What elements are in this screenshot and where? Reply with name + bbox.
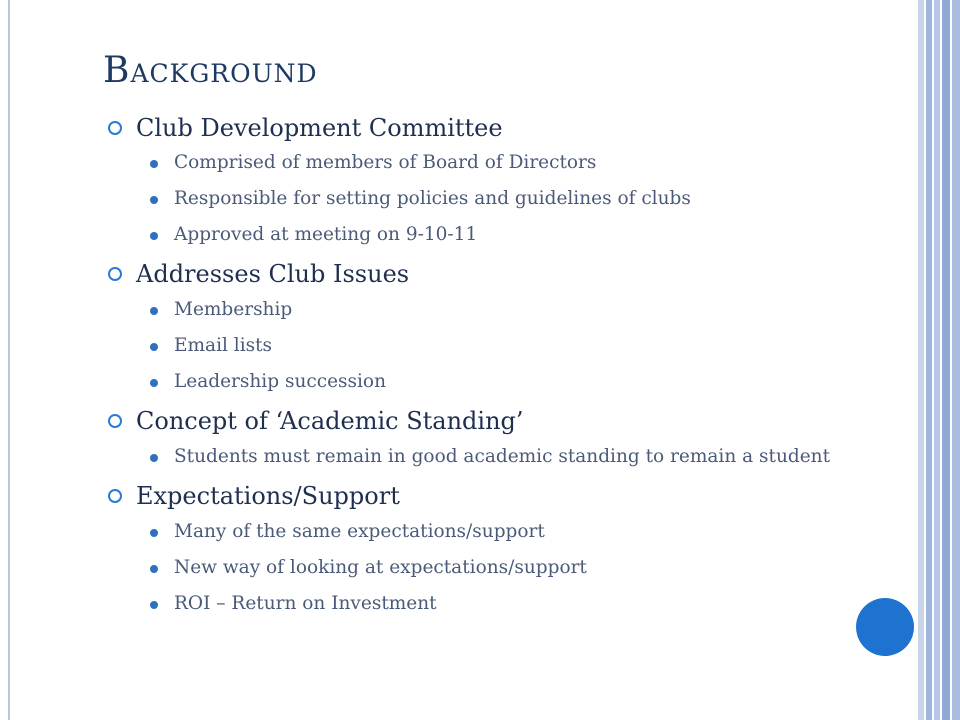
sub-bullet-text: Membership [174,299,293,320]
sub-bullet-item [108,186,908,212]
slide-frame-right-stripes [918,0,960,720]
dot-bullet-icon [150,196,158,204]
dot-bullet-icon [150,232,158,240]
dot-bullet-icon [150,454,158,462]
bullet-heading-expectations-support [108,480,908,512]
sub-bullet-item [108,333,908,359]
dot-bullet-icon [150,529,158,537]
sub-bullet-text: Comprised of members of Board of Directors [174,152,597,173]
dot-bullet-icon [150,307,158,315]
sub-bullet-item [108,519,908,545]
slide-title: Background [103,50,318,91]
bullet-heading-text: Expectations/Support [136,482,400,510]
bullet-heading-text: Club Development Committee [136,114,503,142]
sub-bullet-item [108,591,908,617]
sub-bullet-text: ROI – Return on Investment [174,593,437,614]
ring-bullet-icon [108,414,122,428]
slide-content [108,112,908,617]
ring-bullet-icon [108,267,122,281]
sub-bullet-item [108,369,908,395]
dot-bullet-icon [150,601,158,609]
sub-bullet-text: New way of looking at expectations/support [174,557,587,578]
sub-bullet-item [108,222,908,248]
sub-bullet-text: Approved at meeting on 9-10-11 [174,224,478,245]
dot-bullet-icon [150,160,158,168]
sub-bullet-text: Many of the same expectations/support [174,521,545,542]
sub-bullet-text: Students must remain in good academic standing to remain a student [174,446,831,467]
sub-bullet-item [108,297,908,323]
ring-bullet-icon [108,489,122,503]
slide-frame-left-border [8,0,10,720]
ring-bullet-icon [108,121,122,135]
bullet-heading-academic-standing [108,405,908,437]
bullet-heading-addresses-club-issues [108,258,908,290]
bullet-heading-text: Addresses Club Issues [136,260,410,288]
dot-bullet-icon [150,343,158,351]
dot-bullet-icon [150,565,158,573]
sub-bullet-item [108,555,908,581]
dot-bullet-icon [150,379,158,387]
sub-bullet-text: Email lists [174,335,273,356]
sub-bullet-text: Responsible for setting policies and guidelines of clubs [174,188,691,209]
sub-bullet-item [108,444,874,470]
bullet-heading-club-development-committee [108,112,908,144]
bullet-heading-text: Concept of ‘Academic Standing’ [136,407,524,435]
sub-bullet-item [108,150,908,176]
sub-bullet-text: Leadership succession [174,371,386,392]
